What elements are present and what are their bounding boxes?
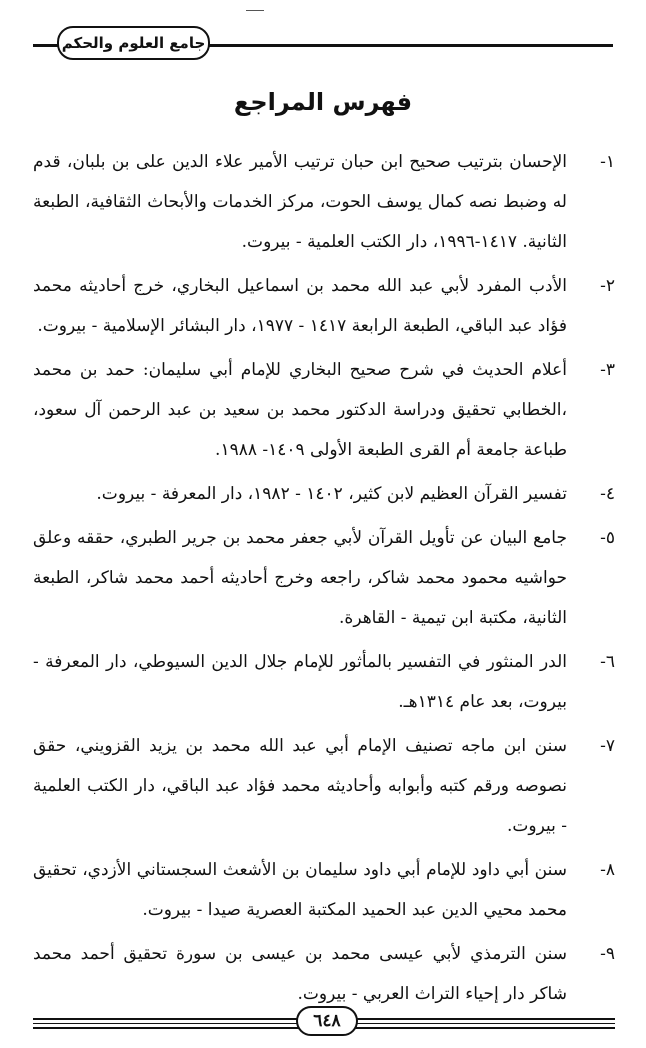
reference-text: سنن الترمذي لأبي عيسى محمد بن عيسى بن سورة تحقيق أحمد محمد شاكر دار إحياء التراث العربي - بيروت.	[33, 944, 567, 1004]
page-number: ٦٤٨	[296, 1006, 358, 1036]
decorative-mark	[246, 10, 264, 11]
reference-number: ٥-	[600, 528, 615, 548]
reference-text: سنن أبي داود للإمام أبي داود سليمان بن الأشعث السجستاني الأزدي، تحقيق محمد محيي الدين عبد الحميد المكتبة العصرية صيدا - بيروت.	[33, 860, 567, 920]
reference-list	[33, 142, 615, 1018]
page-title: فهرس المراجع	[233, 88, 413, 116]
reference-text: أعلام الحديث في شرح صحيح البخاري للإمام أبي سليمان: حمد بن محمد ،الخطابي تحقيق ودراسة الدكتور محمد بن سعيد بن عبد الرحمن آل سعود، طباعة جامعة أم القرى الطبعة الأولى ١٤٠٩- ١٩٨٨.	[33, 360, 567, 460]
reference-item	[33, 350, 615, 470]
page-header	[0, 0, 646, 70]
reference-number: ٢-	[600, 276, 615, 296]
reference-number: ٤-	[600, 484, 615, 504]
reference-number: ٣-	[600, 360, 615, 380]
header-rule-left	[33, 44, 59, 47]
reference-text: الأدب المفرد لأبي عبد الله محمد بن اسماعيل البخاري، خرج أحاديثه محمد فؤاد عبد الباقي، الطبعة الرابعة ١٤١٧ - ١٩٧٧، دار البشائر الإسلامية - بيروت.	[33, 276, 567, 336]
reference-text: تفسير القرآن العظيم لابن كثير، ١٤٠٢ - ١٩٨٢، دار المعرفة - بيروت.	[96, 484, 567, 504]
reference-text: الدر المنثور في التفسير بالمأثور للإمام جلال الدين السيوطي، دار المعرفة - بيروت، بعد عام ١٣١٤هـ.	[33, 652, 567, 712]
reference-number: ٦-	[600, 652, 615, 672]
reference-text: سنن ابن ماجه تصنيف الإمام أبي عبد الله محمد بن يزيد القزويني، حقق نصوصه ورقم كتبه وأبوابه وأحاديثه محمد فؤاد عبد الباقي، دار الكتب العلمية - بيروت.	[33, 736, 567, 836]
reference-text: الإحسان بترتيب صحيح ابن حبان ترتيب الأمير علاء الدين على بن بلبان، قدم له وضبط نصه كمال يوسف الحوت، مركز الخدمات والأبحاث الثقافية، الطبعة الثانية. ١٤١٧-١٩٩٦، دار الكتب العلمية - بيروت.	[33, 152, 567, 252]
reference-number: ٨-	[600, 860, 615, 880]
reference-number: ٩-	[600, 944, 615, 964]
reference-item	[33, 850, 615, 930]
reference-item	[33, 474, 615, 514]
reference-number: ٧-	[600, 736, 615, 756]
running-title: جامع العلوم والحكم	[57, 26, 210, 60]
reference-number: ١-	[600, 152, 615, 172]
reference-item	[33, 142, 615, 262]
reference-item	[33, 518, 615, 638]
reference-item	[33, 266, 615, 346]
reference-text: جامع البيان عن تأويل القرآن لأبي جعفر محمد بن جرير الطبري، حققه وعلق حواشيه محمود محمد شاكر، راجعه وخرج أحاديثه أحمد محمد شاكر، الطبعة الثانية، مكتبة ابن تيمية - القاهرة.	[33, 528, 567, 628]
reference-item	[33, 726, 615, 846]
reference-item	[33, 642, 615, 722]
header-rule-right	[208, 44, 613, 47]
